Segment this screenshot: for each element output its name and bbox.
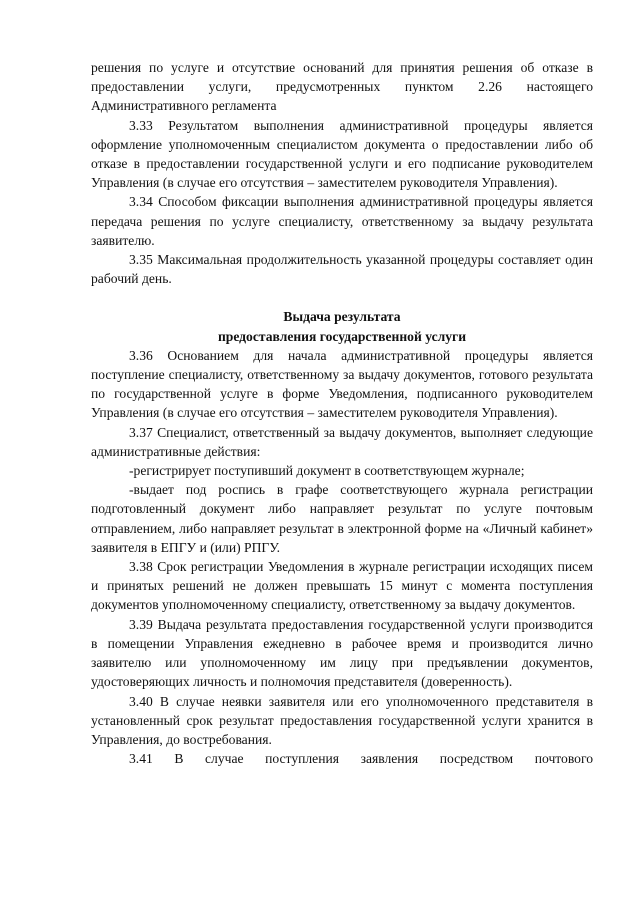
paragraph-3-36: 3.36 Основанием для начала административной процедуры является поступление специалисту, ответственному за выдачу документов, готового результата по государственной услуге в форме Уведомления, подписанного руководителем Управления (в случае его отсутствия – заместителем руководителя Управления). — [91, 347, 593, 421]
paragraph-3-41: 3.41 В случае поступления заявления посредством почтового — [129, 751, 593, 767]
document-page — [91, 58, 593, 768]
paragraph-3-37: 3.37 Специалист, ответственный за выдачу документов, выполняет следующие административные действия: — [91, 424, 593, 459]
paragraph-3-38: 3.38 Срок регистрации Уведомления в журнале регистрации исходящих писем и принятых решений не должен превышать 15 минут с момента поступления документов уполномоченному специалисту, ответственному за выдачу документов. — [91, 559, 593, 613]
paragraph-continuation: решения по услуге и отсутствие оснований для принятия решения об отказе в предоставлении услуги, предусмотренных пунктом 2.26 настоящего Административного регламента — [91, 60, 593, 114]
paragraph-3-34: 3.34 Способом фиксации выполнения административной процедуры является передача решения по услуге специалисту, ответственному за выдачу результата заявителю. — [91, 194, 593, 248]
list-item-issue: -выдает под роспись в графе соответствующего журнала регистрации подготовленный документ либо направляет результат по услуге почтовым отправлением, либо направляет результат в электронной форме на «Личный кабинет» заявителя в ЕПГУ и (или) РПГУ. — [91, 482, 593, 555]
paragraph-3-40: 3.40 В случае неявки заявителя или его уполномоченного представителя в установленный срок результат предоставления государственной услуги хранится в Управления, до востребования. — [91, 693, 593, 747]
list-item-register: -регистрирует поступивший документ в соответствующем журнале; — [129, 463, 525, 479]
section-spacer — [91, 288, 593, 307]
section-heading-line2: предоставления государственной услуги — [217, 328, 467, 344]
paragraph-3-33: 3.33 Результатом выполнения административной процедуры является оформление уполномоченным специалистом документа о предоставлении либо об отказе в предоставлении государственной услуги и его подписание руководителем Управления (в случае его отсутствия – заместителем руководителя Управления). — [91, 117, 593, 191]
paragraph-3-39: 3.39 Выдача результата предоставления государственной услуги производится в помещении Управления ежедневно в рабочее время и производится лично заявителю или уполномоченному им лицу при предъявлении документов, удостоверяющих личность и полномочия представителя (доверенность). — [91, 616, 593, 690]
paragraph-3-35: 3.35 Максимальная продолжительность указанной процедуры составляет один рабочий день. — [91, 252, 593, 287]
section-heading-line1: Выдача результата — [283, 309, 401, 325]
